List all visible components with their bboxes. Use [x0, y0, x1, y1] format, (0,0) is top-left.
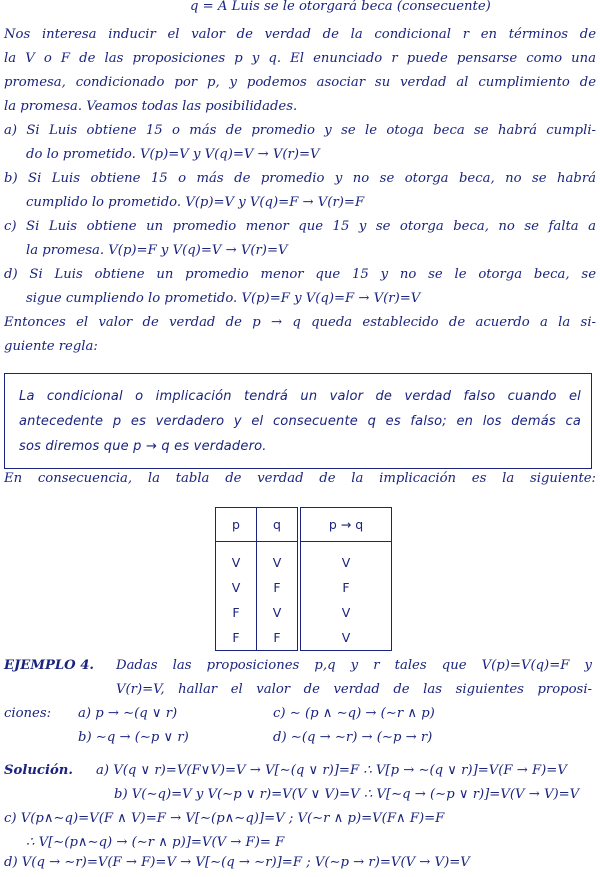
example-item-b: b) ∼q → (∼p ∨ r) — [78, 730, 189, 745]
header-p: p — [216, 508, 257, 542]
example-line-2: V(r)=V, hallar el valor de verdad de las siguientes proposi- — [116, 682, 592, 697]
table-cell: F — [232, 605, 240, 620]
truth-table-header — [216, 508, 392, 542]
paragraph-line-3: promesa, condicionado por p, y podemos asociar su verdad al cumplimiento de — [4, 75, 596, 90]
solution-title: Solución. — [4, 763, 73, 778]
rule-box-line-1: La condicional o implicación tendrá un valor de verdad falso cuando el — [19, 389, 581, 404]
case-b-line-2: cumplido lo prometido. V(p)=V y V(q)=F → V(r)=F — [26, 195, 365, 210]
rule-intro-line-1: Entonces el valor de verdad de p → q queda establecido de acuerdo a la si- — [4, 315, 596, 330]
column-implication-values — [299, 542, 392, 651]
case-b-line-1: b) Si Luis obtiene 15 o más de promedio y no se otorga beca, no se habrá — [4, 171, 596, 186]
case-d-line-1: d) Si Luis obtiene un promedio menor que 15 y no se le otorga beca, se — [4, 267, 596, 282]
example-line-1: Dadas las proposiciones p,q y r tales que V(p)=V(q)=F y — [116, 658, 592, 673]
table-cell: F — [232, 630, 240, 645]
table-cell: V — [231, 555, 241, 570]
solution-c-line-1: c) V(p∧∼q)=V(F ∧ V)=F → V[∼(p∧∼q)]=V ; V(∼r ∧ p)=V(F∧ F)=F — [4, 811, 445, 826]
example-label — [4, 655, 94, 677]
truth-table — [215, 507, 392, 651]
header-p-implies-q: p → q — [299, 508, 392, 542]
table-cell: V — [341, 555, 351, 570]
intro-q-line: q = A Luis se le otorgará beca (consecuente) — [190, 0, 491, 14]
paragraph-line-2: la V o F de las proposiciones p y q. El enunciado r puede pensarse como una — [4, 51, 596, 66]
table-cell: F — [342, 580, 350, 595]
example-item-a: a) p → ∼(q ∨ r) — [78, 706, 178, 721]
case-a-line-2: do lo prometido. V(p)=V y V(q)=V → V(r)=V — [26, 147, 320, 162]
header-q: q — [257, 508, 300, 542]
rule-box-line-2: antecedente p es verdadero y el consecuente q es falso; en los demás ca — [19, 414, 581, 429]
solution-label — [4, 760, 73, 782]
case-d-line-2: sigue cumpliendo lo prometido. V(p)=F y V(q)=F → V(r)=V — [26, 291, 421, 306]
paragraph-line-4: la promesa. Veamos todas las posibilidades. — [4, 99, 298, 114]
solution-b: b) V(∼q)=V y V(∼p ∨ r)=V(V ∨ V)=V ∴ V[∼q → (∼p ∨ r)]=V(V → V)=V — [114, 787, 580, 802]
table-cell: V — [231, 580, 241, 595]
solution-a: a) V(q ∨ r)=V(F∨V)=V → V[∼(q ∨ r)]=F ∴ V[p → ∼(q ∨ r)]=V(F → F)=V — [96, 763, 567, 778]
rule-box-line-3: sos diremos que p → q es verdadero. — [19, 439, 267, 454]
table-cell: F — [273, 580, 281, 595]
table-cell: V — [341, 605, 351, 620]
paragraph-line-1: Nos interesa inducir el valor de verdad de la condicional r en términos de — [4, 27, 596, 42]
table-cell: V — [341, 630, 351, 645]
column-p-values — [216, 542, 257, 651]
solution-c-line-2: ∴ V[∼(p∧∼q) → (∼r ∧ p)]=V(V → F)= F — [26, 835, 285, 850]
table-cell: V — [272, 555, 282, 570]
solution-d: d) V(q → ∼r)=V(F → F)=V → V[∼(q → ∼r)]=F ; V(∼p → r)=V(V → V)=V — [4, 855, 470, 870]
case-c-line-1: c) Si Luis obtiene un promedio menor que 15 y se otorga beca, no se falta a — [4, 219, 596, 234]
case-c-line-2: la promesa. V(p)=F y V(q)=V → V(r)=V — [26, 243, 288, 258]
example-line-3-prefix: ciones: — [4, 706, 52, 721]
example-item-d: d) ∼(q → ∼r) → (∼p → r) — [273, 730, 433, 745]
truth-table-body — [216, 542, 392, 651]
table-intro: En consecuencia, la tabla de verdad de la implicación es la siguiente: — [4, 471, 596, 486]
rule-intro-line-2: guiente regla: — [4, 339, 98, 354]
table-cell: F — [273, 630, 281, 645]
example-title: EJEMPLO 4. — [4, 658, 94, 673]
column-q-values — [257, 542, 300, 651]
table-cell: V — [272, 605, 282, 620]
example-item-c: c) ∼ (p ∧ ∼q) → (∼r ∧ p) — [273, 706, 435, 721]
case-a-line-1: a) Si Luis obtiene 15 o más de promedio y se le otoga beca se habrá cumpli- — [4, 123, 596, 138]
rule-box — [4, 373, 592, 469]
